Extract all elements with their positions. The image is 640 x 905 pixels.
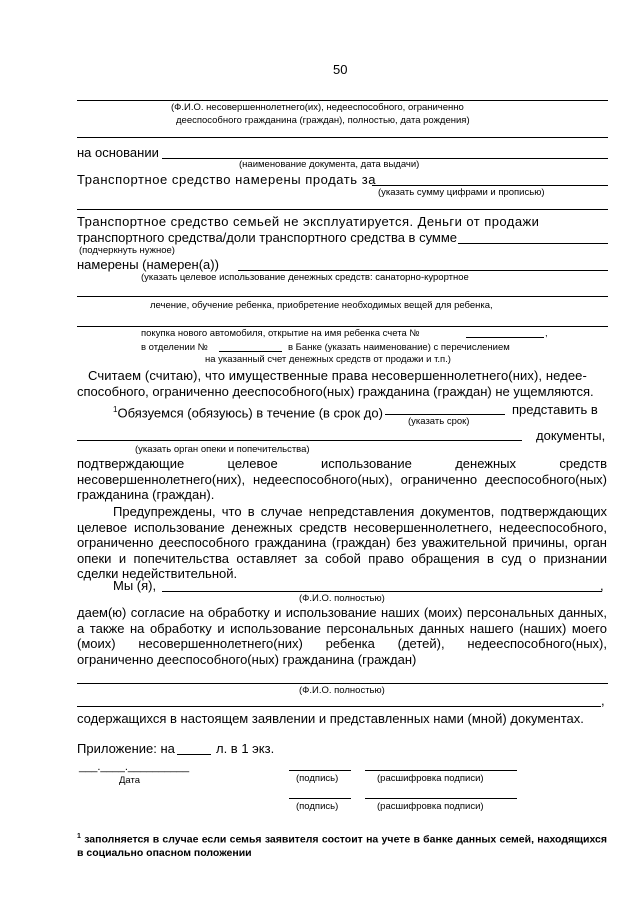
fio-line-2 bbox=[77, 137, 608, 138]
consent-fio-line bbox=[162, 591, 602, 592]
consent-comma-2: , bbox=[601, 693, 605, 708]
consent-fio-line-2 bbox=[77, 683, 608, 684]
purpose-caption-1: (указать целевое использование денежных средств: санаторно-курортное bbox=[141, 272, 469, 283]
consider-line-2: способного, ограниченно дееспособного(ных) гражданина (граждан) не ущемляются. bbox=[77, 384, 594, 399]
decode-caption-2: (расшифровка подписи) bbox=[377, 801, 484, 812]
purpose-caption-4b: в Банке (указать наименование) с перечислением bbox=[288, 342, 510, 353]
fio-caption-1: (Ф.И.О. несовершеннолетнего(их), недееспособного, ограниченно bbox=[171, 102, 464, 113]
documents-word: документы, bbox=[536, 428, 606, 443]
sale-caption: (указать сумму цифрами и прописью) bbox=[378, 187, 545, 198]
term-line bbox=[385, 414, 505, 415]
date-label: Дата bbox=[119, 775, 141, 786]
consent-text: даем(ю) согласие на обработку и использование наших (моих) персональных данных, а также на обработку и использование персональных данных нашего (наших) моего (моих) несовершеннолетнего(них) ребенка (детей), недееспособного(ных), ограниченно дееспособного(ных) гражданина (граждан) bbox=[77, 605, 607, 667]
not-used-line-2: транспортного средства/доли транспортного средства в сумме bbox=[77, 230, 458, 245]
intends-label: намерены (намерен(а)) bbox=[77, 257, 219, 272]
sale-line bbox=[372, 185, 608, 186]
fio-line bbox=[77, 100, 608, 101]
consent-contained: содержащихся в настоящем заявлении и представленных нами (мной) документах. bbox=[77, 711, 584, 726]
term-caption: (указать срок) bbox=[408, 416, 470, 427]
decode-caption-1: (расшифровка подписи) bbox=[377, 773, 484, 784]
consent-we: Мы (я), bbox=[113, 578, 157, 593]
warned-paragraph: Предупреждены, что в случае непредставления документов, подтверждающих целевое использование денежных средств несовершеннолетнего, недееспособного, ограниченно дееспособного гражданина (граждан) без уважительной причины, орган опеки и попечительства оставляет за собой право обращения в суд о признании сделки недействительной. bbox=[77, 504, 607, 581]
attachment-pages-line bbox=[177, 754, 211, 755]
oblige-text-end: представить в bbox=[512, 402, 598, 417]
sign-caption-2: (подпись) bbox=[296, 801, 339, 812]
oblige-text bbox=[113, 402, 383, 420]
consider-line-1: Считаем (считаю), что имущественные права несовершеннолетнего(них), недее- bbox=[88, 368, 587, 383]
purpose-line-2 bbox=[77, 326, 608, 327]
decode-line-1 bbox=[365, 770, 517, 771]
not-used-line-1: Транспортное средство семьей не эксплуатируется. Деньги от продажи bbox=[77, 214, 540, 229]
consent-fio-caption-2: (Ф.И.О. полностью) bbox=[299, 685, 385, 696]
branch-line bbox=[219, 351, 282, 352]
footnote-mark: 1 bbox=[77, 833, 81, 840]
page-number: 50 bbox=[333, 62, 348, 77]
oblige-confirm: подтверждающие целевое использование денежных средств несовершеннолетнего(них), недееспособного(ных), ограниченно дееспособного(ных) гражданина (граждан). bbox=[77, 456, 607, 502]
purpose-caption-4a: в отделении № bbox=[141, 342, 208, 353]
account-line bbox=[466, 337, 544, 338]
purpose-caption-5: на указанный счет денежных средств от продажи и т.п.) bbox=[205, 354, 451, 365]
footnote-text: заполняется в случае если семья заявителя состоит на учете в банке данных семей, находящихся в социально опасном положении bbox=[77, 833, 607, 859]
basis-label: на основании bbox=[77, 145, 159, 160]
footnote bbox=[77, 830, 607, 860]
oblige-footnote-mark: 1 bbox=[113, 405, 118, 414]
sign-line-1 bbox=[289, 770, 351, 771]
oblige-text-main: Обязуемся (обязуюсь) в течение (в срок до) bbox=[117, 405, 383, 421]
attachment-prefix: Приложение: на bbox=[77, 741, 175, 756]
underline-hint: (подчеркнуть нужное) bbox=[79, 245, 175, 256]
consent-comma: , bbox=[600, 578, 604, 593]
sale-line-2 bbox=[77, 209, 608, 210]
intends-line bbox=[238, 270, 608, 271]
decode-line-2 bbox=[365, 798, 517, 799]
authority-caption: (указать орган опеки и попечительства) bbox=[135, 444, 310, 455]
purpose-caption-2: лечение, обучение ребенка, приобретение необходимых вещей для ребенка, bbox=[150, 300, 493, 311]
fio-caption-2: дееспособного гражданина (граждан), полностью, дата рождения) bbox=[176, 115, 470, 126]
authority-line bbox=[77, 440, 522, 441]
basis-caption: (наименование документа, дата выдачи) bbox=[239, 159, 420, 170]
sign-caption-1: (подпись) bbox=[296, 773, 339, 784]
purpose-line-1 bbox=[77, 296, 608, 297]
consent-line-3 bbox=[77, 706, 601, 707]
purpose-caption-3: покупка нового автомобиля, открытие на имя ребенка счета № bbox=[141, 328, 420, 339]
date-blank: ___.____.__________ bbox=[79, 761, 190, 773]
consent-fio-caption: (Ф.И.О. полностью) bbox=[299, 593, 385, 604]
sign-line-2 bbox=[289, 798, 351, 799]
sum-line bbox=[458, 243, 608, 244]
attachment-suffix: л. в 1 экз. bbox=[216, 741, 275, 756]
sale-text: Транспортное средство намерены продать за bbox=[77, 172, 377, 187]
comma-account: , bbox=[545, 328, 548, 339]
